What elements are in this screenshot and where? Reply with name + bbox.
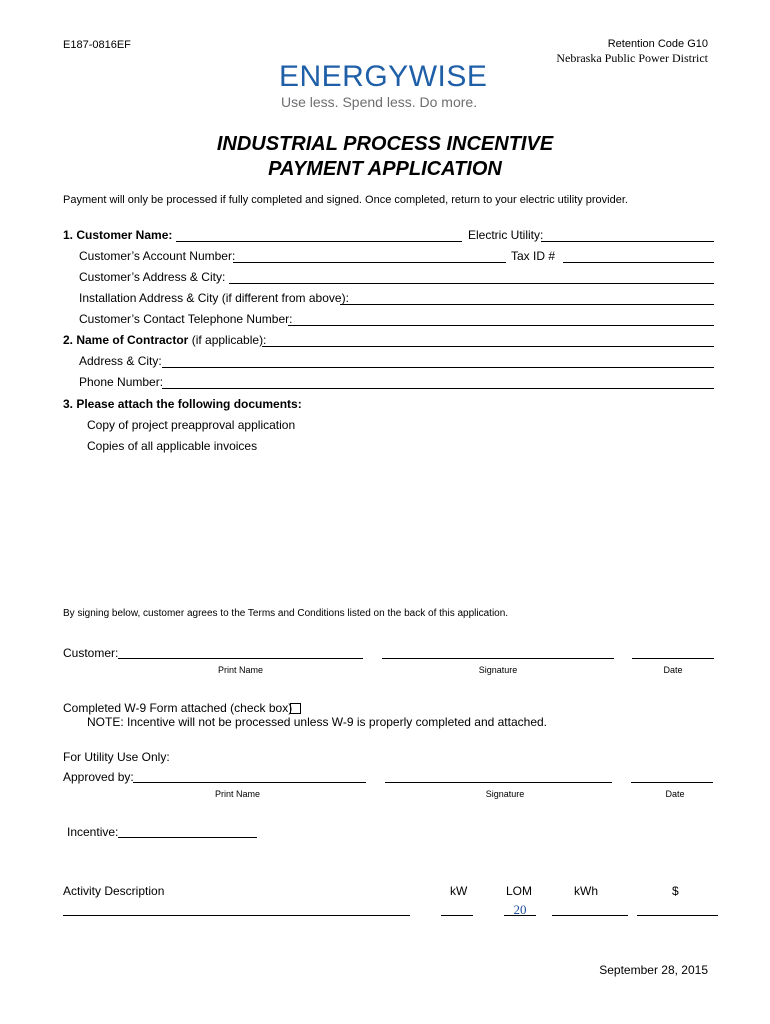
account-number-field[interactable] bbox=[233, 262, 506, 263]
customer-print-name-field[interactable] bbox=[118, 658, 363, 659]
customer-signature-field[interactable] bbox=[382, 658, 614, 659]
district-name: Nebraska Public Power District bbox=[556, 51, 708, 65]
account-number-label: Customer’s Account Number: bbox=[79, 249, 236, 263]
customer-name-field[interactable] bbox=[176, 241, 462, 242]
page-title-line1: INDUSTRIAL PROCESS INCENTIVE bbox=[216, 133, 554, 155]
retention-code: Retention Code G10 bbox=[607, 38, 708, 50]
approved-print-name-field[interactable] bbox=[133, 782, 366, 783]
attachments-label: 3. Please attach the following documents: bbox=[63, 397, 302, 411]
print-name-caption: Print Name bbox=[217, 665, 263, 675]
footer-date: September 28, 2015 bbox=[599, 963, 708, 977]
attachment-item: Copies of all applicable invoices bbox=[87, 439, 258, 453]
kwh-field[interactable] bbox=[552, 915, 628, 916]
contractor-phone-field[interactable] bbox=[162, 388, 714, 389]
w9-checkbox[interactable] bbox=[290, 703, 301, 714]
contractor-phone-label: Phone Number: bbox=[79, 375, 164, 389]
signature-caption: Signature bbox=[485, 789, 525, 799]
electric-utility-field[interactable] bbox=[541, 241, 714, 242]
print-name-caption: Print Name bbox=[214, 789, 260, 799]
customer-address-field[interactable] bbox=[229, 283, 714, 284]
incentive-label: Incentive: bbox=[67, 825, 119, 839]
contact-phone-field[interactable] bbox=[288, 325, 714, 326]
customer-name-label: 1. Customer Name: bbox=[63, 228, 173, 242]
logo-wise: WISE bbox=[408, 60, 488, 93]
kw-field[interactable] bbox=[441, 915, 473, 916]
lom-value: 20 bbox=[513, 902, 527, 917]
lom-header: LOM bbox=[506, 884, 533, 898]
contractor-label: 2. Name of Contractor (if applicable): bbox=[63, 333, 267, 347]
approved-by-label: Approved by: bbox=[63, 770, 134, 784]
installation-address-label: Installation Address & City (if different from above): bbox=[79, 291, 349, 305]
contractor-address-field[interactable] bbox=[162, 367, 714, 368]
signature-caption: Signature bbox=[478, 665, 518, 675]
electric-utility-label: Electric Utility: bbox=[468, 228, 544, 242]
approved-date-field[interactable] bbox=[631, 782, 713, 783]
date-caption: Date bbox=[665, 789, 685, 799]
incentive-field[interactable] bbox=[118, 837, 257, 838]
contractor-name-field[interactable] bbox=[262, 346, 714, 347]
logo-tagline: Use less. Spend less. Do more. bbox=[281, 94, 478, 110]
energywise-logo bbox=[279, 60, 487, 110]
customer-address-label: Customer’s Address & City: bbox=[79, 270, 226, 284]
tax-id-label: Tax ID # bbox=[511, 249, 556, 263]
w9-label: Completed W-9 Form attached (check box) bbox=[63, 701, 293, 715]
customer-date-field[interactable] bbox=[632, 658, 714, 659]
intro-text: Payment will only be processed if fully completed and signed. Once completed, return to your electric utility provider. bbox=[63, 194, 628, 206]
form-code: E187-0816EF bbox=[63, 39, 131, 51]
installation-address-field[interactable] bbox=[340, 304, 714, 305]
dollar-field[interactable] bbox=[637, 915, 718, 916]
page-title-line2: PAYMENT APPLICATION bbox=[268, 158, 502, 180]
kw-header: kW bbox=[450, 884, 468, 898]
kwh-header: kWh bbox=[574, 884, 598, 898]
customer-sig-label: Customer: bbox=[63, 646, 119, 660]
date-caption: Date bbox=[663, 665, 683, 675]
activity-description-field[interactable] bbox=[63, 915, 410, 916]
dollar-header: $ bbox=[672, 884, 679, 898]
w9-note: NOTE: Incentive will not be processed unless W-9 is properly completed and attached. bbox=[87, 715, 548, 729]
attachment-item: Copy of project preapproval application bbox=[87, 418, 296, 432]
tax-id-field[interactable] bbox=[563, 262, 714, 263]
contractor-address-label: Address & City: bbox=[79, 354, 162, 368]
logo-energy: ENERGY bbox=[279, 60, 409, 93]
agreement-text: By signing below, customer agrees to the Terms and Conditions listed on the back of this application. bbox=[63, 608, 509, 619]
approved-signature-field[interactable] bbox=[385, 782, 612, 783]
contact-phone-label: Customer’s Contact Telephone Number: bbox=[79, 312, 293, 326]
utility-use-label: For Utility Use Only: bbox=[63, 750, 170, 764]
activity-description-header: Activity Description bbox=[63, 884, 165, 898]
